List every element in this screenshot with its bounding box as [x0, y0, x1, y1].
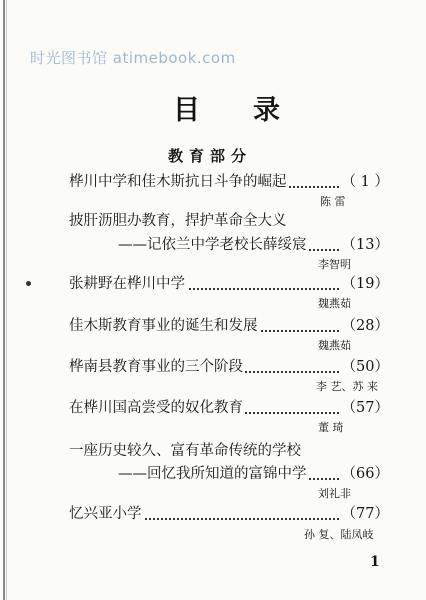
entry-author: 董 琦 — [318, 421, 344, 434]
toc-entry-1[interactable] — [69, 172, 389, 192]
entry-author: 孙 复、陆凤岐 — [304, 528, 374, 541]
toc-entry-3[interactable] — [69, 274, 389, 294]
entry-page: （ 1 ） — [339, 172, 389, 192]
entry-page: （66） — [339, 464, 389, 484]
entry-title: 桦川中学和佳木斯抗日斗争的崛起 — [69, 174, 287, 190]
entry-title: 佳木斯教育事业的诞生和发展 — [69, 318, 258, 334]
entry-subtitle: ——记依兰中学老校长薛绥宸 — [118, 237, 307, 253]
toc-entry-4[interactable] — [69, 316, 389, 336]
stray-mark — [26, 281, 31, 286]
entry-author: 陈 雷 — [320, 195, 346, 208]
entry-page: （13） — [339, 235, 389, 255]
entry-page: （28） — [339, 316, 389, 336]
entry-title: 桦南县教育事业的三个阶段 — [69, 359, 243, 375]
entry-title: 一座历史较久、富有革命传统的学校 — [69, 443, 301, 459]
entry-page: （19） — [339, 274, 389, 294]
toc-entry-2-subtitle[interactable] — [118, 235, 389, 255]
toc-entry-6[interactable] — [69, 398, 389, 418]
toc-entry-7-subtitle[interactable] — [118, 464, 389, 484]
entry-title: 在桦川国高尝受的奴化教育 — [69, 400, 243, 416]
entry-author: 魏燕茹 — [318, 339, 351, 352]
toc-entry-2-title[interactable] — [69, 211, 389, 231]
toc-entry-7-title[interactable] — [69, 441, 389, 461]
entry-title: 披肝沥胆办教育，捍护革命全大义 — [69, 213, 287, 229]
entry-author: 魏燕茹 — [318, 297, 351, 310]
toc-entry-8[interactable] — [69, 504, 389, 524]
watermark-text: 时光图书馆 atimebook.com — [30, 49, 236, 67]
toc-entry-5[interactable] — [69, 357, 389, 377]
entry-author: 刘礼非 — [318, 487, 351, 500]
title-char-2: 录 — [253, 95, 280, 126]
entry-author: 李智明 — [318, 258, 351, 271]
entry-subtitle: ——回忆我所知道的富锦中学 — [118, 466, 307, 482]
section-heading: 教育部分 — [168, 147, 253, 165]
entry-title: 张耕野在桦川中学 — [69, 276, 185, 292]
entry-page: （77） — [339, 504, 389, 524]
entry-author: 李 艺、苏 来 — [316, 380, 378, 393]
entry-title: 忆兴亚小学 — [69, 506, 142, 522]
entry-page: （57） — [339, 398, 389, 418]
entry-page: （50） — [339, 357, 389, 377]
title-char-1: 目 — [173, 95, 200, 126]
page-number: 1 — [370, 554, 380, 570]
page-title — [0, 88, 426, 128]
